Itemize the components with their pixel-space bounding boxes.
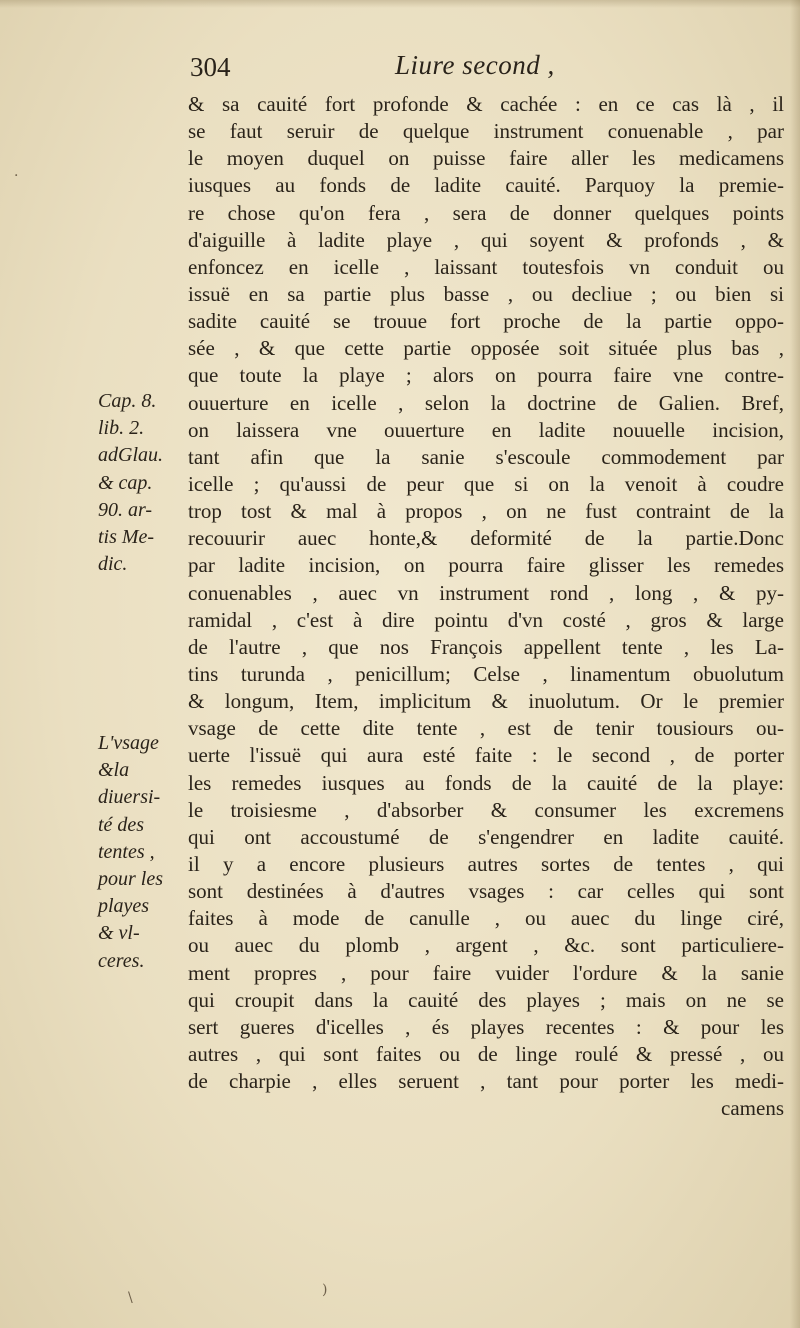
text-line: tins turunda , penicillum; Celse , linamentum obuolutum [188, 661, 784, 686]
text-line: il y a encore plusieurs autres sortes de tentes , qui [188, 851, 784, 876]
text-line: d'aiguille à ladite playe , qui soyent & profonds , & [188, 227, 784, 252]
text-line: faites à mode de canulle , ou auec du linge ciré, [188, 906, 784, 931]
text-line: qui croupit dans la cauité des playes ; mais on ne se [188, 987, 784, 1012]
margin-note-line: lib. 2. [98, 417, 145, 440]
text-line: de l'autre , que nos François appellent tente , les La- [188, 634, 784, 659]
text-line: tant afin que la sanie s'escoule commodement par [188, 444, 784, 469]
text-line: re chose qu'on fera , sera de donner quelques points [188, 200, 784, 225]
margin-note-line: diuersi- [98, 786, 161, 809]
margin-note-line: pour les [98, 868, 163, 891]
margin-note-line: & vl- [98, 922, 140, 945]
text-line: icelle ; qu'aussi de peur que si on la venoit à coudre [188, 471, 784, 496]
text-line: qui ont accoustumé de s'engendrer en ladite cauité. [188, 824, 784, 849]
main-text [188, 91, 784, 1122]
text-line: de charpie , elles seruent , tant pour porter les medi- [188, 1069, 784, 1094]
margin-note-line: té des [98, 813, 145, 836]
text-line: iusques au fonds de ladite cauité. Parquoy la premie- [188, 173, 784, 198]
text-line: le moyen duquel on puisse faire aller les medicamens [188, 146, 784, 171]
text-line: par ladite incision, on pourra faire glisser les remedes [188, 553, 784, 578]
text-line: ou auec du plomb , argent , &c. sont particuliere- [188, 933, 784, 958]
text-line: autres , qui sont faites ou de linge roulé & pressé , ou [188, 1041, 784, 1066]
margin-note-line: 90. ar- [98, 498, 153, 521]
margin-note-line: & cap. [98, 471, 153, 494]
text-line: uerte l'issuë qui aura esté faite : le second , de porter [188, 743, 784, 768]
margin-note-line: dic. [98, 553, 128, 576]
text-line: on laissera vne ouuerture en ladite nouuelle incision, [188, 417, 784, 442]
paper-speck: · [14, 168, 19, 184]
margin-note-line: L'vsage [98, 732, 159, 754]
page-header [190, 52, 780, 92]
page-number: 304 [190, 52, 231, 82]
page-top-edge [0, 0, 800, 8]
text-line: le troisiesme , d'absorber & consumer les excremens [188, 797, 784, 822]
margin-note-line: tis Me- [98, 526, 155, 549]
text-line: sont destinées à d'autres vsages : car celles qui sont [188, 879, 784, 904]
paper-speck: \ [128, 1290, 133, 1306]
margin-note-line: &la [98, 759, 130, 782]
text-line: ramidal , c'est à dire pointu d'vn costé , gros & large [188, 607, 784, 632]
text-line: sadite cauité se trouue fort proche de la partie oppo- [188, 309, 784, 334]
text-line: ouuerture en icelle , selon la doctrine de Galien. Bref, [188, 390, 784, 415]
margin-note-line: playes [98, 895, 150, 918]
text-line: ment propres , pour faire vuider l'ordure & la sanie [188, 960, 784, 985]
text-line: trop tost & mal à propos , on ne fust contraint de la [188, 499, 784, 524]
running-head: Liure second , [395, 50, 555, 80]
text-line: vsage de cette dite tente , est de tenir tousiours ou- [188, 716, 784, 741]
text-line: sée , & que cette partie opposée soit située plus bas , [188, 336, 784, 361]
paper-speck: ) [322, 1282, 328, 1298]
text-line: issuë en sa partie plus basse , ou decliue ; ou bien si [188, 281, 784, 306]
page-right-edge [790, 0, 800, 1328]
catchword-line: camens [721, 1096, 784, 1121]
text-line: les remedes iusques au fonds de la cauité de la playe: [188, 770, 784, 795]
text-line: se faut seruir de quelque instrument conuenable , par [188, 119, 784, 144]
text-line: sert gueres d'icelles , és playes recentes : & pour les [188, 1014, 784, 1039]
margin-note-tentes [98, 730, 182, 975]
margin-note-citation [98, 388, 182, 578]
text-line: & sa cauité fort profonde & cachée : en ce cas là , il [188, 92, 784, 116]
text-line: que toute la playe ; alors on pourra faire vne contre- [188, 363, 784, 388]
margin-note-line: tentes , [98, 840, 155, 863]
margin-note-line: Cap. 8. [98, 390, 157, 412]
margin-note-line: ceres. [98, 949, 145, 972]
text-line: recouurir auec honte,& deformité de la partie.Donc [188, 526, 784, 551]
text-line: enfoncez en icelle , laissant toutesfois vn conduit ou [188, 254, 784, 279]
text-line: conuenables , auec vn instrument rond , long , & py- [188, 580, 784, 605]
text-line: & longum, Item, implicitum & inuolutum. Or le premier [188, 689, 784, 714]
margin-note-line: adGlau. [98, 444, 163, 467]
